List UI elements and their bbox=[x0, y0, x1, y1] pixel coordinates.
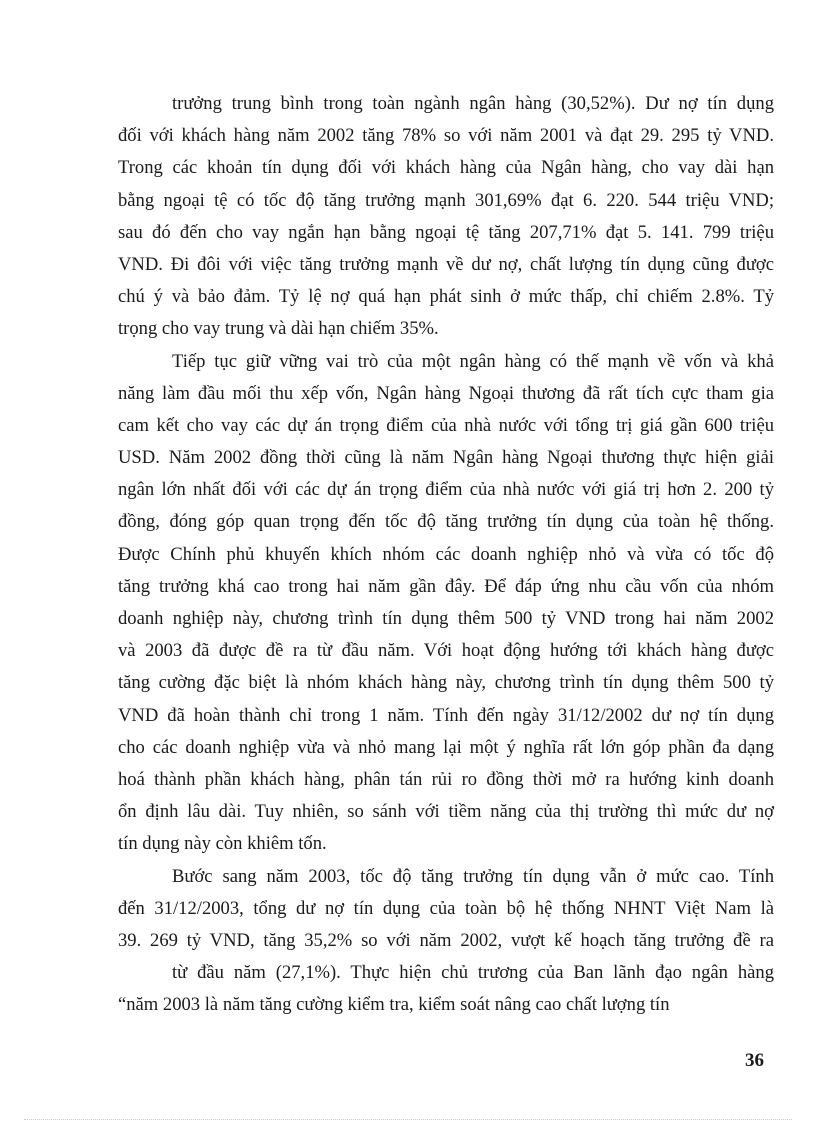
text-line: cam kết cho vay các dự án trọng điểm của nhà nước với tổng trị giá gần 600 triệu bbox=[118, 414, 774, 436]
text-line: chú ý và bảo đảm. Tỷ lệ nợ quá hạn phát sinh ở mức thấp, chỉ chiếm 2.8%. Tỷ bbox=[118, 286, 774, 308]
paragraph bbox=[118, 346, 774, 861]
text-line: bằng ngoại tệ có tốc độ tăng trưởng mạnh 301,69% đạt 6. 220. 544 triệu VND; bbox=[118, 189, 774, 211]
text-line: ngân lớn nhất đối với các dự án trọng điểm của nhà nước với giá trị hơn 2. 200 tỷ bbox=[118, 479, 774, 501]
text-line: trưởng trung bình trong toàn ngành ngân hàng (30,52%). Dư nợ tín dụng bbox=[172, 93, 774, 114]
text-line: ổn định lâu dài. Tuy nhiên, so sánh với tiềm năng của thị trường thì mức dư nợ bbox=[118, 801, 774, 823]
body-text bbox=[118, 88, 774, 1021]
text-line: USD. Năm 2002 đồng thời cũng là năm Ngân hàng Ngoại thương thực hiện giải bbox=[118, 447, 774, 469]
text-line: VND đã hoàn thành chỉ trong 1 năm. Tính đến ngày 31/12/2002 dư nợ tín dụng bbox=[118, 704, 774, 726]
text-line: VND. Đi đôi với việc tăng trưởng mạnh về dư nợ, chất lượng tín dụng cũng được bbox=[118, 253, 774, 275]
text-line: Bước sang năm 2003, tốc độ tăng trưởng tín dụng vẫn ở mức cao. Tính bbox=[172, 865, 774, 887]
text-line: “năm 2003 là năm tăng cường kiểm tra, kiểm soát nâng cao chất lượng tín bbox=[118, 994, 670, 1016]
text-line: sau đó đến cho vay ngắn hạn bằng ngoại tệ tăng 207,71% đạt 5. 141. 799 triệu bbox=[118, 221, 774, 243]
text-line: doanh nghiệp này, chương trình tín dụng thêm 500 tỷ VND trong hai năm 2002 bbox=[118, 608, 774, 629]
text-line: tăng trưởng khá cao trong hai năm gần đây. Để đáp ứng nhu cầu vốn của nhóm bbox=[118, 575, 774, 597]
text-line: năng làm đầu mối thu xếp vốn, Ngân hàng Ngoại thương đã rất tích cực tham gia bbox=[118, 382, 774, 404]
paragraph bbox=[118, 861, 774, 958]
paragraph bbox=[118, 957, 774, 1021]
text-line: tín dụng này còn khiêm tốn. bbox=[118, 833, 327, 855]
text-line: đến 31/12/2003, tổng dư nợ tín dụng của toàn bộ hệ thống NHNT Việt Nam là bbox=[118, 897, 774, 919]
text-line: Được Chính phủ khuyến khích nhóm các doanh nghiệp nhỏ và vừa có tốc độ bbox=[118, 543, 774, 565]
text-line: hoá thành phần khách hàng, phân tán rủi ro đồng thời mở ra hướng kinh doanh bbox=[118, 768, 774, 790]
text-line: Trong các khoản tín dụng đối với khách hàng của Ngân hàng, cho vay dài hạn bbox=[118, 157, 774, 179]
footer-divider bbox=[24, 1119, 792, 1120]
text-line: và 2003 đã được đề ra từ đầu năm. Với hoạt động hướng tới khách hàng được bbox=[118, 640, 774, 662]
page-number: 36 bbox=[745, 1050, 764, 1071]
text-line: Tiếp tục giữ vững vai trò của một ngân hàng có thế mạnh về vốn và khả bbox=[172, 350, 774, 372]
paragraph bbox=[118, 88, 774, 346]
text-line: tăng cường đặc biệt là nhóm khách hàng này, chương trình tín dụng thêm 500 tỷ bbox=[118, 672, 774, 694]
text-line: cho các doanh nghiệp vừa và nhỏ mang lại một ý nghĩa rất lớn góp phần đa dạng bbox=[118, 736, 774, 758]
text-line: trọng cho vay trung và dài hạn chiếm 35%. bbox=[118, 318, 439, 340]
text-line: đồng, đóng góp quan trọng đến tốc độ tăng trưởng tín dụng của toàn hệ thống. bbox=[118, 511, 774, 533]
text-line: từ đầu năm (27,1%). Thực hiện chủ trương của Ban lãnh đạo ngân hàng bbox=[172, 962, 774, 984]
text-line: 39. 269 tỷ VND, tăng 35,2% so với năm 2002, vượt kế hoạch tăng trưởng đề ra bbox=[118, 929, 774, 951]
text-line: đối với khách hàng năm 2002 tăng 78% so với năm 2001 và đạt 29. 295 tỷ VND. bbox=[118, 125, 774, 147]
